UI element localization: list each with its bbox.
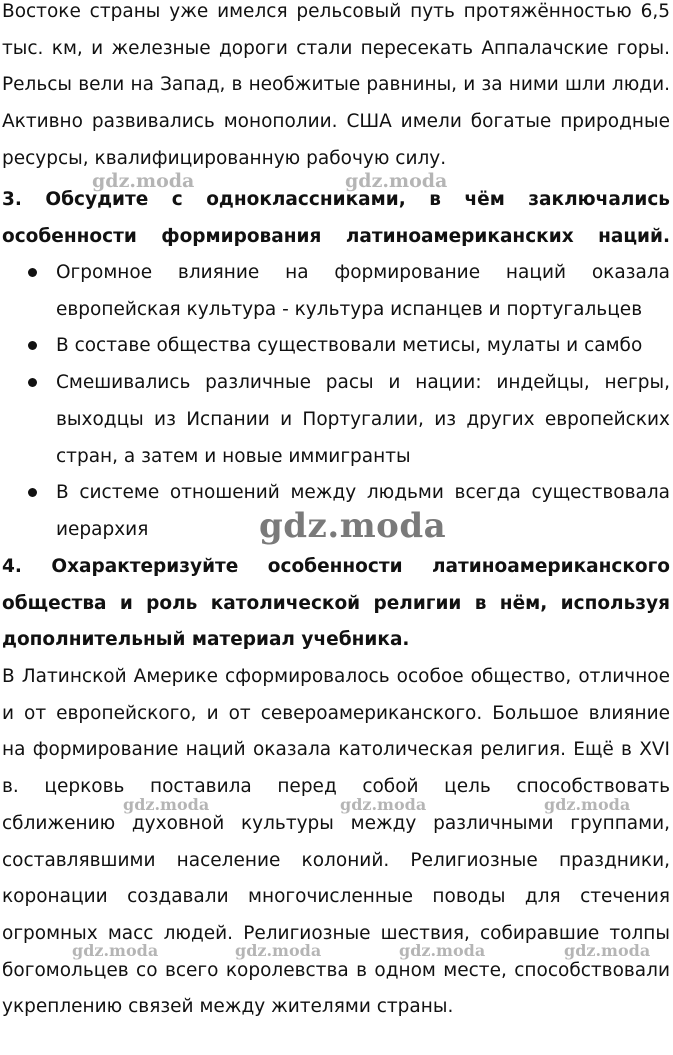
list-item: Смешивались различные расы и нации: индейцы, негры, выходцы из Испании и Португалии, из других европейских стран, а затем и новые иммигранты [0,365,670,475]
watermark: gdz.moda [399,941,486,960]
bullet-icon [28,341,37,350]
list-item: В системе отношений между людьми всегда существовала иерархия [0,475,670,548]
question-3-heading: 3. Обсудите с одноклассниками, в чём заключались особенности формирования латиноамериканских наций. [2,189,670,247]
answer-4-paragraph: В Латинской Америке сформировалось особое общество, отличное и от европейского, и от североамериканского. Большое влияние на формирование наций оказала католическая религия. Ещё в XVI в. церковь поставила перед собой цель способствовать сближению духовной культуры между различными группами, составлявшими население колоний. Религиозные праздники, коронации создавали многочисленные поводы для стечения огромных масс людей. Религиозные шествия, собиравшие толпы богомольцев со всего королевства в одном месте, способствовали укреплению связей между жителями страны. [2,666,670,1018]
watermark: gdz.moda [235,941,322,960]
bullet-icon [28,268,37,277]
list-item: В составе общества существовали метисы, мулаты и самбо [0,328,670,365]
bullet-list [0,255,673,549]
intro-paragraph: Востоке страны уже имелся рельсовый путь протяжённостью 6,5 тыс. км, и железные дороги стали пересекать Аппалачские горы. Рельсы вели на Запад, в необжитые равнины, и за ними шли люди. Активно развивались монополии. США имели богатые природные ресурсы, квалифицированную рабочую силу. [2,1,670,169]
watermark: gdz.moda [92,170,195,192]
list-item: Огромное влияние на формирование наций оказала европейская культура - культура испанцев и португальцев [0,255,670,328]
question-4-heading: 4. Охарактеризуйте особенности латиноамериканского общества и роль католической религии в нём, используя дополнительный материал учебника. [2,556,670,651]
watermark: gdz.moda [544,795,631,814]
watermark: gdz.moda [340,795,427,814]
bullet-icon [28,488,37,497]
watermark: gdz.moda [564,941,651,960]
bullet-icon [28,378,37,387]
watermark: gdz.moda [259,506,447,546]
watermark: gdz.moda [345,170,448,192]
watermark: gdz.moda [123,795,210,814]
watermark: gdz.moda [72,941,159,960]
